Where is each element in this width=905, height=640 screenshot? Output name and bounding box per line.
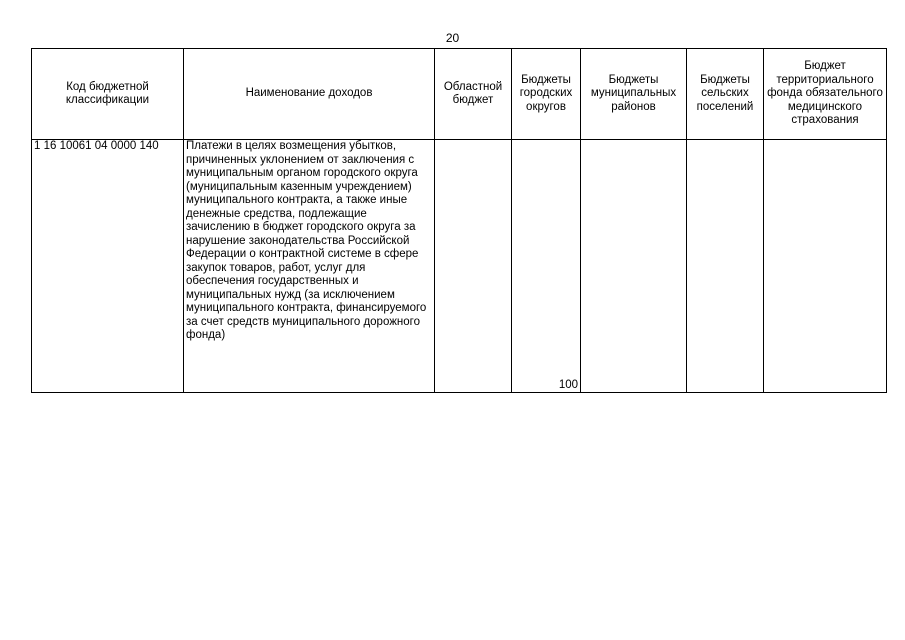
page-number: 20 bbox=[445, 31, 460, 45]
header-classification-code: Код бюджетной классификации bbox=[32, 49, 184, 140]
table-header-row bbox=[32, 49, 887, 140]
header-city-district-budgets: Бюджеты городских округов bbox=[512, 49, 581, 140]
regional-budget-cell bbox=[435, 140, 512, 393]
header-regional-budget: Областной бюджет bbox=[435, 49, 512, 140]
revenue-distribution-table bbox=[31, 48, 887, 393]
header-revenue-name: Наименование доходов bbox=[184, 49, 435, 140]
city-district-budgets-cell: 100 bbox=[512, 140, 581, 393]
table-row bbox=[32, 140, 887, 393]
territorial-fund-budget-cell bbox=[764, 140, 887, 393]
rural-settlement-budgets-cell bbox=[687, 140, 764, 393]
header-territorial-fund-budget: Бюджет территориального фонда обязательного медицинского страхования bbox=[764, 49, 887, 140]
classification-code-cell: 1 16 10061 04 0000 140 bbox=[32, 140, 184, 393]
header-rural-settlement-budgets: Бюджеты сельских поселений bbox=[687, 49, 764, 140]
municipal-district-budgets-cell bbox=[581, 140, 687, 393]
header-municipal-district-budgets: Бюджеты муниципальных районов bbox=[581, 49, 687, 140]
revenue-name-cell: Платежи в целях возмещения убытков, причиненных уклонением от заключения с муниципальным органом городского округа (муниципальным казенным учреждением) муниципального контракта, а также иные денежные средства, подлежащие зачислению в бюджет городского округа за нарушение законодательства Российской Федерации о контрактной системе в сфере закупок товаров, работ, услуг для обеспечения государственных и муниципальных нужд (за исключением муниципального контракта, финансируемого за счет средств муниципального дорожного фонда) bbox=[184, 140, 435, 393]
